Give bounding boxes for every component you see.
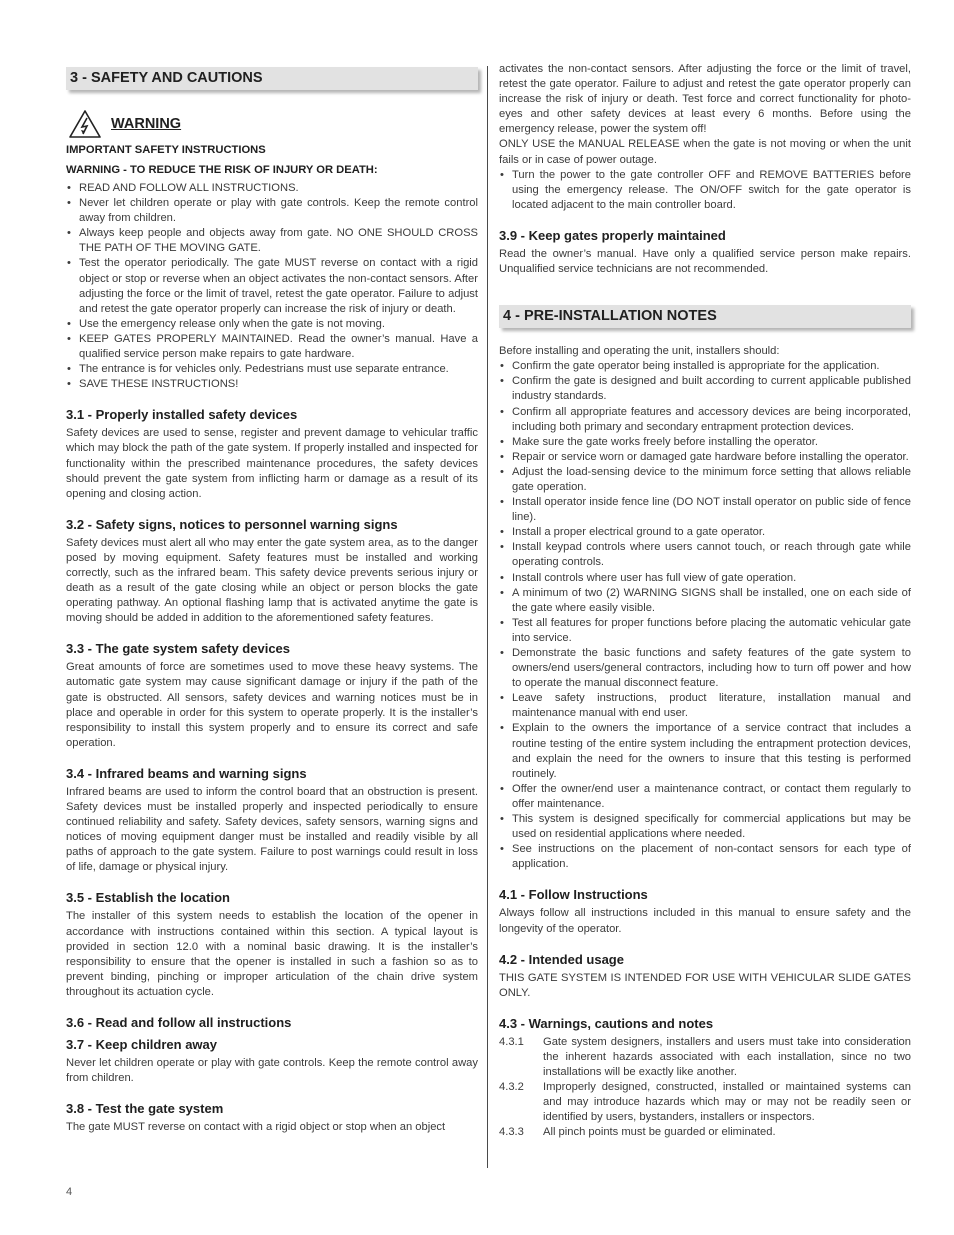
heading-3-6: 3.6 - Read and follow all instructions — [66, 1015, 292, 1031]
section-3-heading: 3 - SAFETY AND CAUTIONS — [66, 67, 478, 90]
list-item: 4.3.2 Improperly designed, constructed, installed or maintained systems can and may introduce hazards which may or may not be readily seen or identified by users, bystanders, installers or inspectors. — [499, 1081, 911, 1124]
paragraph-3-8: The gate MUST reverse on contact with a rigid object or stop when an object — [66, 1121, 446, 1134]
left-column — [66, 62, 478, 1135]
list-item: • The entrance is for vehicles only. Pedestrians must use separate entrance. — [67, 363, 449, 376]
manual-release-note: ONLY USE the MANUAL RELEASE when the gate is not moving or when the unit fails or in case of power outage. — [499, 138, 911, 166]
warning-header — [66, 108, 478, 140]
list-item: • Demonstrate the basic functions and safety features of the gate system to owners/end users/general contractors, including how to turn off power and how to operate the manual disconnect feature. — [500, 647, 911, 690]
heading-4-3: 4.3 - Warnings, cautions and notes — [499, 1015, 714, 1031]
heading-4-1: 4.1 - Follow Instructions — [499, 887, 648, 903]
section-4-heading: 4 - PRE-INSTALLATION NOTES — [499, 305, 911, 328]
list-item: • Install keypad controls where users cannot touch, or reach through gate while operating controls. — [500, 541, 911, 569]
list-item: • Adjust the load-sensing device to the minimum force setting that allows reliable gate operation. — [500, 465, 911, 493]
paragraph-3-3: Great amounts of force are sometimes used to move these heavy systems. The automatic gate system may cause significant damage or injury if the path of the gate is obstructed. All sensors, safety devices and warning notices must be in place and operable in order for this system to operate properly. It is the installer’s responsibility to install this system properly and to ensure its correct and safe operation. — [66, 661, 478, 749]
page-number: 4 — [66, 1186, 73, 1198]
list-item: • READ AND FOLLOW ALL INSTRUCTIONS. — [67, 182, 299, 194]
warnings-numbered-list — [499, 1035, 911, 1141]
list-item: • KEEP GATES PROPERLY MAINTAINED. Read the owner’s manual. Have a qualified service person make repairs to gate hardware. — [67, 332, 478, 361]
list-item: • This system is designed specifically for commercial applications but may be used on residential applications where needed. — [500, 813, 911, 841]
heading-3-8: 3.8 - Test the gate system — [66, 1101, 224, 1117]
list-item: • Install operator inside fence line (DO NOT install operator on public side of fence line). — [500, 496, 911, 524]
paragraph-3-1: Safety devices are used to sense, register and prevent damage to vehicular traffic which may block the path of the gate system. If properly installed and inspected for functionality within the prescribed maintenance procedures, the safety devices should prevent the gate system from inflicting harm or damage as a result of its opening and closing action. — [66, 427, 478, 500]
important-safety-line: IMPORTANT SAFETY INSTRUCTIONS — [66, 144, 266, 156]
list-item: • Leave safety instructions, product literature, installation manual and maintenance manual with end user. — [500, 692, 911, 720]
preinstall-intro: Before installing and operating the unit, installers should: — [499, 345, 780, 358]
paragraph-3-9: Read the owner’s manual. Have only a qualified service person make repairs. Unqualified service technicians are not recommended. — [499, 247, 911, 276]
heading-3-9: 3.9 - Keep gates properly maintained — [499, 227, 726, 243]
paragraph-3-7: Never let children operate or play with gate controls. Keep the remote control away from children. — [66, 1057, 478, 1085]
list-item: • Offer the owner/end user a maintenance contract, or contact them regularly to offer maintenance. — [500, 782, 911, 810]
list-item: • Test the operator periodically. The gate MUST reverse on contact with a rigid object or stop or reverse when an object activates the non-contact sensors. After adjusting the force or the limit of travel, retest the gate operator. Failure to adjust and retest the gate operator properly can increase the risk of injury or death. — [67, 257, 478, 315]
list-item: • Always keep people and objects away from gate. NO ONE SHOULD CROSS THE PATH OF THE MOVING GATE. — [67, 227, 478, 255]
paragraph-3-4: Infrared beams are used to inform the control board that an obstruction is present. Safety devices must be installed properly and inspected periodically to ensure continued reliability and safety. Safety devices, safety sensors, warning signs and notices of moving equipment danger must be installed and readily visible by all paths of approach to the gate system. Failure to post warnings could result in loss of life, damage or physical injury. — [66, 785, 478, 874]
list-item: • Explain to the owners the importance of a service contract that includes a routine testing of the entire system including the entrapment protection devices, and explain the need for the owners to insure that this testing is performed routinely. — [500, 722, 911, 780]
warning-risk-line: WARNING - TO REDUCE THE RISK OF INJURY OR DEATH: — [66, 164, 378, 176]
column-divider — [487, 66, 488, 1168]
list-item: • Install a proper electrical ground to a gate operator. — [500, 526, 766, 539]
heading-3-5: 3.5 - Establish the location — [66, 890, 230, 906]
list-item: • Never let children operate or play with gate controls. Keep the remote control away from children. — [67, 197, 478, 225]
emergency-release-list — [499, 168, 911, 213]
safety-bullet-list — [66, 181, 478, 392]
list-item: • A minimum of two (2) WARNING SIGNS shall be installed, one on each side of the gate where easily visible. — [500, 586, 911, 614]
heading-3-3: 3.3 - The gate system safety devices — [66, 641, 291, 657]
paragraph-4-2: THIS GATE SYSTEM IS INTENDED FOR USE WITH VEHICULAR SLIDE GATES ONLY. — [499, 971, 911, 999]
paragraph-4-1: Always follow all instructions included in this manual to ensure safety and the longevity of the operator. — [499, 907, 911, 935]
list-item: • Use the emergency release only when the gate is not moving. — [67, 317, 385, 330]
paragraph-3-5: The installer of this system needs to establish the location of the opener in accordance with instructions contained within this section. A typical layout is provided in section 12.0 with a nominal basic drawing. It is the installer’s responsibility to ensure that the opener is installed in such a fashion so as to prevent binding, pinching or improper articulation of the chain drive system throughout its actuation cycle. — [66, 910, 478, 998]
heading-4-2: 4.2 - Intended usage — [499, 951, 624, 967]
paragraph-3-8-continued: activates the non-contact sensors. After adjusting the force or the limit of travel, retest the gate operator. Failure to adjust and retest the gate operator properly can increase the risk of injury or death. Test force and correct functionality for photo-eyes and other safety devices at least every 6 months. Before using the emergency release, power the system off! — [499, 63, 911, 136]
list-item: • Turn the power to the gate controller OFF and REMOVE BATTERIES before using the emergency release. The ON/OFF switch for the gate operator is located adjacent to the main controller board. — [500, 168, 911, 211]
preinstall-bullet-list — [499, 359, 911, 872]
list-item: • Repair or service worn or damaged gate hardware before installing the operator. — [500, 450, 909, 463]
warning-title: WARNING — [111, 116, 182, 132]
heading-3-1: 3.1 - Properly installed safety devices — [66, 407, 298, 423]
heading-3-4: 3.4 - Infrared beams and warning signs — [66, 765, 307, 781]
paragraph-3-2: Safety devices must alert all who may enter the gate system area, as to the danger posed by moving equipment. Safety features must be installed and working correctly, such as the infrared beam. This safety device prevents serious injury or death as a result of the gate closing while an object or person blocks the gate operating pathway. An optional flashing lamp that is activated anytime the gate is moving should be added in addition to the aforementioned safety features. — [66, 536, 478, 625]
list-item: • Confirm the gate is designed and built according to current applicable published industry standards. — [500, 375, 911, 403]
right-column — [499, 62, 911, 1140]
list-item: • Make sure the gate works freely before installing the operator. — [500, 435, 818, 448]
heading-3-2: 3.2 - Safety signs, notices to personnel warning signs — [66, 516, 398, 532]
list-item: • Install controls where user has full view of gate operation. — [500, 571, 797, 584]
list-item: 4.3.1 Gate system designers, installers and users must take into consideration the inherent hazards associated with each installation, since no two installations will be exactly like another. — [499, 1035, 911, 1078]
list-item: • Confirm all appropriate features and accessory devices are being incorporated, including both primary and secondary entrapment protection devices. — [500, 405, 911, 433]
list-item: • Confirm the gate operator being installed is appropriate for the application. — [500, 360, 880, 373]
list-item: • Test all features for proper functions before placing the automatic vehicular gate into service. — [500, 616, 911, 644]
heading-3-7: 3.7 - Keep children away — [66, 1037, 218, 1053]
electrical-hazard-icon — [68, 109, 102, 139]
list-item: • SAVE THESE INSTRUCTIONS! — [67, 378, 239, 391]
list-item: 4.3.3 All pinch points must be guarded or eliminated. — [499, 1126, 776, 1139]
list-item: • See instructions on the placement of non-contact sensors for each type of application. — [500, 843, 911, 871]
